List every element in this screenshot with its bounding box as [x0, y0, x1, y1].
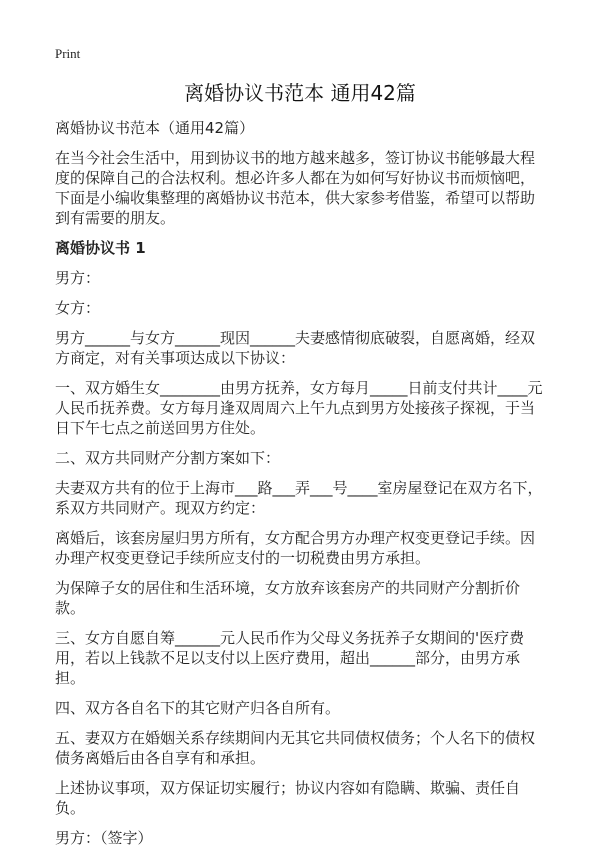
paragraph-male-party: 男方： — [55, 269, 101, 287]
paragraph-clause-4: 四、双方各自名下的其它财产归各自所有。 — [55, 699, 341, 717]
document-subtitle: 离婚协议书范本（通用42篇） — [55, 119, 255, 137]
intro-paragraph: 在当今社会生活中，用到协议书的地方越来越多，签订协议书能够最大程度的保障自己的合法权利。想必许多人都在为如何写好协议书而烦恼吧，下面是小编收集整理的离婚协议书范本，供大家参考借鉴，希望可以帮助到有需要的朋友。 — [55, 149, 536, 227]
print-label: Print — [55, 46, 81, 61]
document-title: 离婚协议书范本 通用42篇 — [184, 81, 416, 105]
paragraph-clause-1: 一、双方婚生女________由男方抚养，女方每月_____日前支付共计____元人民币抚养费。女方每月逢双周周六上午九点到男方处接孩子探视，于当日下午七点之前送回男方住处。 — [55, 379, 543, 437]
paragraph-clause-3: 三、女方自愿自筹______元人民币作为父母义务抚养子女期间的'医疗费用，若以上钱款不足以支付以上医疗费用，超出______部分，由男方承担。 — [55, 629, 525, 687]
paragraph-guarantee: 上述协议事项，双方保证切实履行；协议内容如有隐瞒、欺骗、责任自负。 — [55, 779, 521, 817]
paragraph-property: 夫妻双方共有的位于上海市___路___弄___号____室房屋登记在双方名下，系双方共同财产。现双方约定： — [55, 479, 543, 517]
paragraph-female-party: 女方： — [55, 299, 101, 317]
paragraph-after-divorce: 离婚后，该套房屋归男方所有，女方配合男方办理产权变更登记手续。因办理产权变更登记手续所应支付的一切税费由男方承担。 — [55, 529, 536, 567]
paragraph-clause-5: 五、妻双方在婚姻关系存续期间内无其它共同债权债务；个人名下的债权债务离婚后由各自享有和承担。 — [55, 729, 536, 767]
paragraph-preamble: 男方______与女方______现因______夫妻感情彻底破裂，自愿离婚，经双方商定，对有关事项达成以下协议： — [55, 329, 536, 367]
paragraph-children-housing: 为保障子女的居住和生活环境，女方放弃该套房产的共同财产分割折价款。 — [55, 579, 521, 617]
document-body — [55, 118, 545, 858]
paragraph-clause-2: 二、双方共同财产分割方案如下： — [55, 449, 281, 467]
section-heading: 离婚协议书 1 — [55, 239, 146, 257]
paragraph-signature: 男方：（签字） — [55, 829, 153, 847]
